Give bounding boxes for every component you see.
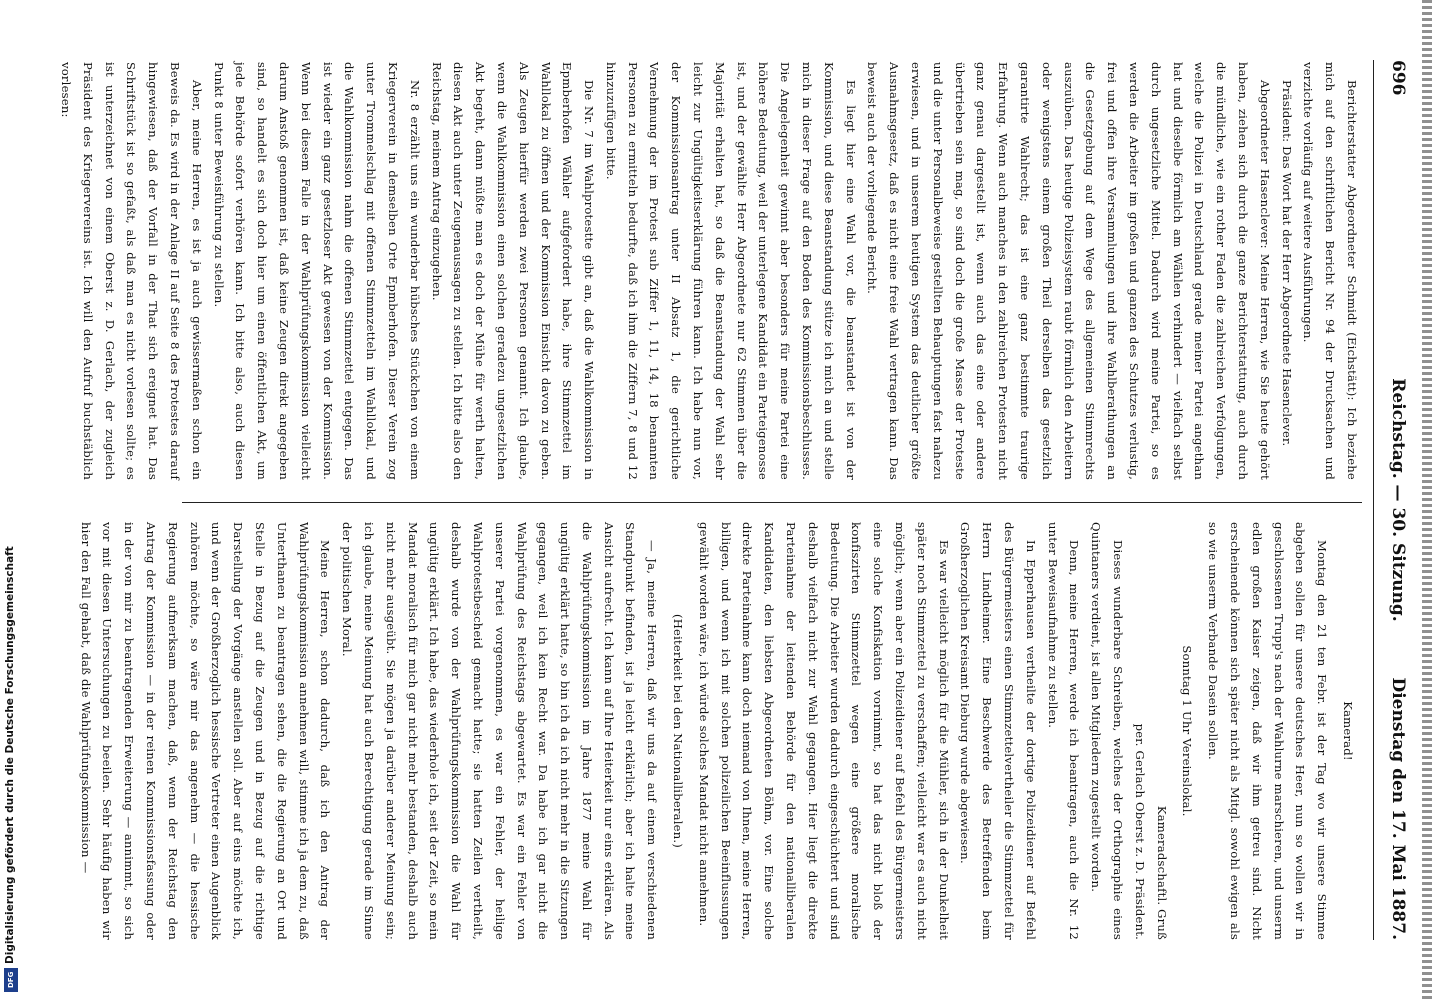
paragraph: Denn, meine Herren, werde ich beantragen, auch die Nr. 12 unter Beweisaufnahme zu stellen. (1045, 522, 1082, 940)
scan-edge-artifact (1422, 0, 1432, 1000)
paragraph: Nr. 8 erzählt uns ein wunderbar hübsches Stückchen von einem Kriegerverein in demselben Orte Epmberhofen. Dieser Verein zog unter Trommelschlag mit offenen Stimmzetteln im Wahllokal, und die Wahlkommission nahm die offenen Stimmzettel entgegen. Das ist wieder ein ganz gesetzloser Akt gewesen von der Kommission. Wenn bei diesem Falle in der Wahlprüfungskommission vielleicht darum Anstoß genommen ist, daß keine Zeugen direkt angegeben sind, so handelt es sich doch hier um einen öffentlichen Akt, um jede Behörde sofort verhören kann. Ich bitte also, auch diesen Punkt 8 unter Beweisführung zu stellen. (211, 62, 422, 480)
paragraph: (Heiterkeit bei den Nationalliberalen.) (671, 613, 686, 848)
left-text-column (54, 62, 1362, 480)
paragraph: — Ja, meine Herren, daß wir uns da auf einem verschiedenen Standpunkt befinden, ist ja leicht erklärlich; aber ich halte meine Ansicht aufrecht. Ich kann auf Ihre Heiterkeit nur eins erklären. Als die Wahlprüfungskommission im Jahre 1877 meine Wahl für ungültig erklärt hatte, so bin ich da ich nicht mehr in die Sitzungen gegangen, weil ich kein Recht war. Da habe ich gar nicht die Wahlprüfung des Reichstags abgewartet. Es war ein Fehler von unserer Partei vorgenommen, es war ein Fehler, der heilige Wahlprotestbescheid gemacht hatte; sie hatten Zeilen vertheilt, deshalb wurde von der Wahlprüfungskommission die Wahl für ungültig erklärt. Ich habe, das wiederhole ich, seit der Zeit, so mein Mandat moralisch für mich gar nicht mehr bestanden, deshalb auch nicht mehr ausgeübt. Sie mögen ja darüber anderer Meinung sein; ich glaube, meine Meinung hat auch Berechtigung gerade im Sinne der politischen Moral. (340, 522, 660, 940)
page-number: 696 (1388, 60, 1408, 96)
paragraph: Präsident: Das Wort hat der Herr Abgeordnete Hasenclever. (1279, 80, 1294, 447)
session-date: Dienstag den 17. Mai 1887. (1388, 677, 1408, 940)
page-header (1382, 60, 1408, 940)
paragraph: Kamerad! (1341, 701, 1355, 761)
right-text-column (74, 522, 1362, 940)
paragraph: Meine Herren, schon dadurch, daß ich den Antrag der Wahlprüfungskommission annehmen will, stimme ich ja dem zu, daß Unterthanen zu beantragen sehen, die die Regierung an Ort und Stelle in Bezug auf die Zeugen und in Bezug auf die richtige Darstellung der Vorgänge anstellen soll. Aber auf eins möchte ich, und wenn der Großherzoglich hessische Vertreter einen Augenblick zuhören möchte, so wäre mir das angenehm — die hessische Regierung aufmerksam machen, daß, wenn der Reichstag den Antrag der Kommission — in der reinen Kommissionsfassung oder in der von mir zu beantragenden Erweiterung — annimmt, so sich vor mit diesen Untersuchungen zu beeilen. Sehr häufig haben wir hier den Fall gehabt, daß die Wahlprüfungskommission — (78, 522, 333, 940)
paragraph: Montag den 21 ten Febr. ist der Tag wo wir unsere Stimme abgeben sollen für unsere deutsches Heer, nun so wollen wir in geschlossenen Trupp's nach der Wahlurne marschieren, und unserm edlen großen Kaiser zeigen, daß wir ihm getreu sind. Nicht erscheinende können sich später nicht als Mitgl. sowohl ewigen als so wie unserm Verbande Dasein sollen. (1206, 522, 1330, 940)
paragraph: Es war vielleicht möglich für die Mühler, sich in der Dunkelheit später noch Stimmzettel zu verschaffen; vielleicht war es auch nicht möglich; wenn aber ein Polizeidiener auf Befehl des Bürgermeisters eine solche Konfiskation vornimmt, so hat das nicht bloß der konfiszirten Stimmzettel wegen eine größere moralische Bedeutung. Die Arbeiter wurden dadurch eingeschüchtert und sind deshalb vielfach nicht zur Wahl gegangen. Hier liegt die direkte Parteinahme der leitenden Behörde für den nationalliberalen Kandidaten, den liebsten Abgeordneten Böhm, vor. Eine solche direkte Parteinahme kann doch niemand von Ihnen, meine Herren, billigen, und wenn ich mit solchen polizeilichen Beeinflussungen gewählt worden wäre, ich würde solches Mandat nicht annehmen. (696, 522, 951, 940)
paragraph: Dieses wunderbare Schreiben, welches der Orthographie eines Quintaners verdient, ist allen Mitgliedern zugestellt worden. (1089, 522, 1126, 940)
paragraph: Abgeordneter Hasenclever: Meine Herren, wie Sie heute gehört haben, ziehen sich durch die ganze Berichterstattung, auch durch die mündliche, wie ein rother Faden die zahlreichen Verfolgungen, welche die Polizei in Deutschland gerade meiner Partei angethan hat und dieselbe förmlich am Wählen verhindert — vielfach selbst durch ungesetzliche Mittel. Dadurch wird meine Partei, so es werden die Arbeiter im großen und ganzen des Schutzes verlustig, frei und offen ihre Versammlungen und ihre Wahlberathungen an die Gesetzgebung auf dem Wege des allgemeinen Stimmrechts auszuüben. Das heutige Polizeisystem raubt förmlich den Arbeitern oder wenigstens einem großen Theil derselben das gesetzlich garantirte Wahlrecht; das ist eine ganz bestimmte traurige Erfahrung. Wenn auch manches in den zahlreichen Protesten nicht ganz genau dargestellt ist, wenn auch das eine oder andere übertrieben sein mag, so sind doch die große Masse der Proteste und die unter Personalbeweise gestellten Behauptungen fast nahezu erwiesen, und in unserem heutigen System das deutlicher größte Ausnahmsgesetz, daß es nicht eine freie Wahl vertragen kann. Das beweist auch der vorliegende Bericht. (865, 62, 1272, 480)
paragraph: per. Gerlach Oberst z. D. Präsident. (1132, 723, 1147, 940)
paragraph: In Epperhausen vertheilte der dortige Polizeidiener auf Befehl des Bürgermeisters einen Stimmzettelvertheiler die Stimmzettel für Herrn Lindheimer. Eine Beschwerde des Betreffenden beim Großherzoglichen Kreisamt Dieburg wurde abgewiesen. (958, 522, 1038, 940)
dfg-logo: DFG (4, 968, 18, 992)
paragraph: Kameradschaftl. Gruß (1154, 805, 1169, 940)
rotated-document-page (58, 0, 1420, 1000)
digitization-credit (2, 2, 20, 992)
paragraph: Es liegt hier eine Wahl vor, die beanstandet ist von der Kommission, und diese Beanstandung stütze ich mich an und stelle mich in dieser Frage auf den Boden des Kommissionsbeschlusses. Die Angelegenheit gewinnt aber besonders für meine Partei eine höhere Bedeutung, weil der unterlegene Kandidat ein Parteigenosse ist, und der gewählte Herr Abgeordnete nur 62 Stimmen über die Majorität erhalten hat, so daß die Beanstandung der Wahl sehr leicht zur Ungültigkeitserklärung führen kann. Ich habe nun vor, der Kommissionsantrag unter II Absatz 1, die gerichtliche Vernehmung der im Protest sub Ziffer 1, 11, 14, 18 benannten Personen zu ermitteln bedurfte, daß ich ihm die Ziffern 7, 8 und 12 hinzuzufügen bitte. (603, 62, 858, 480)
paragraph: Aber, meine Herren, es ist ja auch gewissermaßen schon ein Beweis da. Es wird in der Anlage II auf Seite 8 des Protestes darauf hingewiesen, daß der Vorfall in der That sich ereignet hat. Das Schriftstück ist so gefaßt, als daß man es nicht vorlesen sollte; es ist unterzeichnet von einem Oberst z. D. Gerlach, der zugleich Präsident des Kriegervereins ist. Ich will den Aufruf buchstäblich vorlesen: (58, 62, 204, 480)
column-divider (182, 502, 1362, 503)
page-title: Reichstag. — 30. Sitzung. (1388, 378, 1408, 622)
paragraph: Sonntag 1 Uhr Vereinslokal. (1180, 645, 1195, 817)
credit-text: Digitalisierung gefördert durch die Deutsche Forschungsgemeinschaft (4, 546, 16, 964)
paragraph: Die Nr. 7 im Wahlprotestte gibt an, daß die Wahlkommission in Epmberhofen Wähler aufgefordert habe, ihre Stimmzettel im Wahllokal zu öffnen und der Kommission Einsicht davon zu geben. Als Zeugen hierfür werden zwei Personen genannt. Ich glaube, wenn die Wahlkommission einen solchen geradezu ungesetzlichen Akt begeht, dann müßte man es doch der Mühe für werth halten, diesen Akt auch unter Zeugenaussagen zu stellen. Ich bitte also den Reichstag, meinem Antrag einzugehen. (429, 62, 597, 480)
header-rule (1373, 60, 1374, 940)
paragraph: Berichterstatter Abgeordneter Schmidt (Eichstätt): Ich beziehe mich auf den schriftlichen Bericht Nr. 94 der Drucksachen und verzichte vorläufig auf weitere Ausführungen. (1301, 62, 1359, 480)
